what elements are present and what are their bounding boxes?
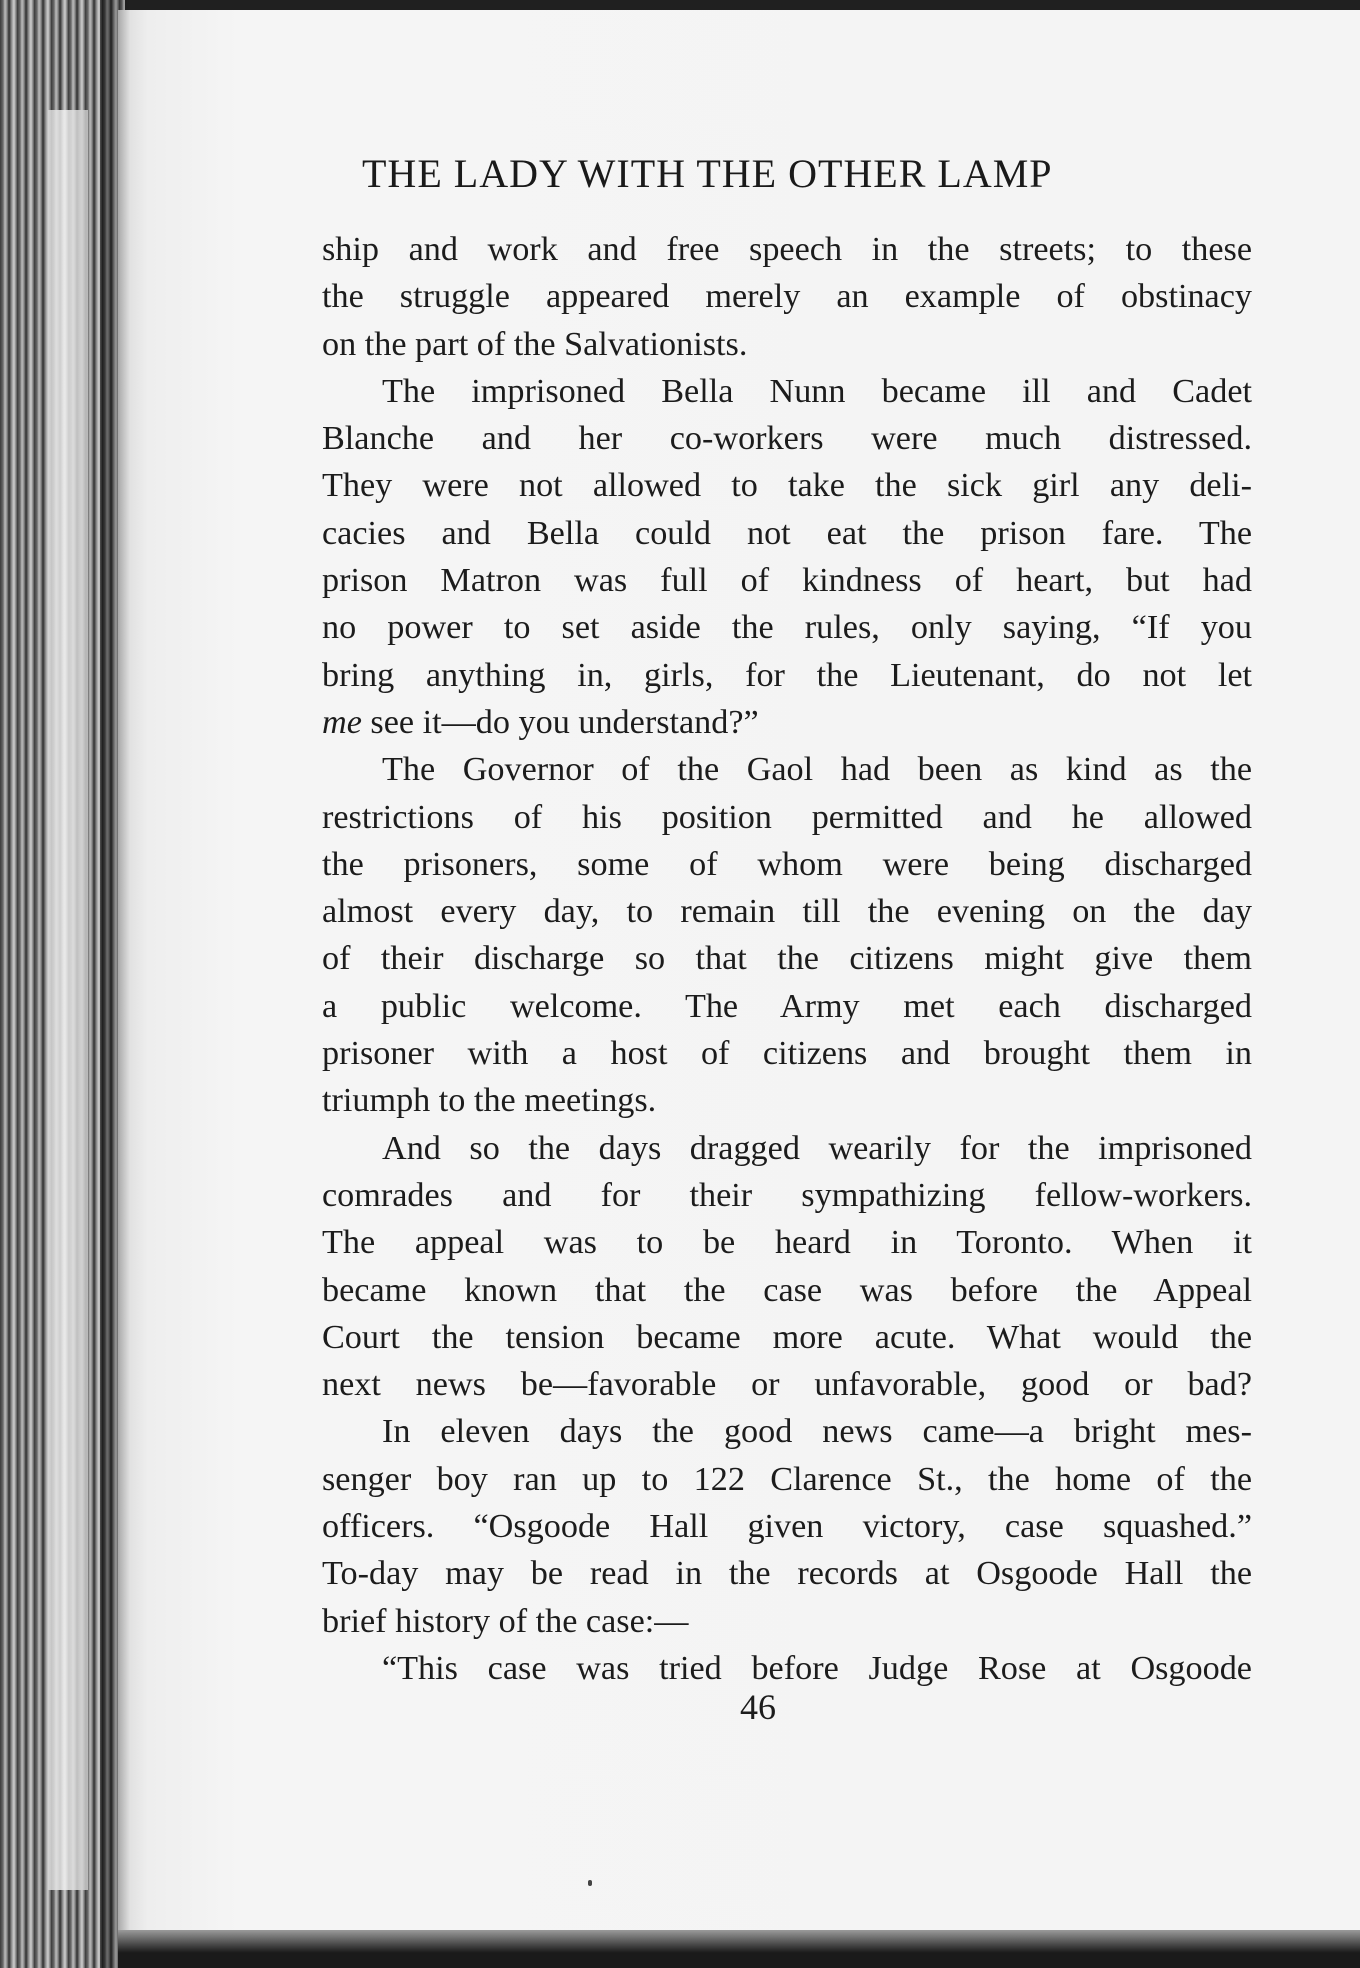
text-line: senger boy ran up to 122 Clarence St., the home of the (322, 1460, 1252, 1498)
body-text (322, 226, 1252, 1692)
text-line: And so the days dragged wearily for the imprisoned (382, 1129, 1252, 1167)
text-line: no power to set aside the rules, only saying, “If you (322, 609, 1252, 647)
text-line: the struggle appeared merely an example of obstinacy (322, 278, 1252, 316)
text-line: on the part of the Salvationists. (322, 325, 748, 363)
text-line: a public welcome. The Army met each discharged (322, 987, 1252, 1025)
text-line: next news be—favorable or unfavorable, good or bad? (322, 1366, 1252, 1404)
book-page-edges-highlight (48, 110, 88, 1890)
gutter-shadow (100, 0, 130, 1968)
text-line: The Governor of the Gaol had been as kind as the (382, 751, 1252, 789)
text-line: ship and work and free speech in the streets; to these (322, 231, 1252, 268)
text-line: Blanche and her co-workers were much distressed. (322, 420, 1252, 458)
paragraph-5 (322, 1408, 1252, 1644)
text-line: almost every day, to remain till the evening on the day (322, 893, 1252, 931)
paragraph-1 (322, 226, 1252, 368)
text-line: officers. “Osgoode Hall given victory, case squashed.” (322, 1508, 1252, 1546)
text-line: cacies and Bella could not eat the prison fare. The (322, 514, 1252, 552)
text-line (322, 699, 1252, 746)
paragraph-2 (322, 368, 1252, 746)
text-line: “This case was tried before Judge Rose at Osgoode (382, 1649, 1252, 1687)
text-line: In eleven days the good news came—a bright mes- (382, 1413, 1252, 1451)
text-line: comrades and for their sympathizing fellow-workers. (322, 1176, 1252, 1214)
emphasis-word: me (322, 703, 362, 741)
paragraph-6 (322, 1645, 1252, 1692)
paragraph-4 (322, 1125, 1252, 1409)
paragraph-3 (322, 746, 1252, 1124)
page-number: 46 (740, 1687, 776, 1727)
text-line: restrictions of his position permitted and he allowed (322, 798, 1252, 836)
text-line: the prisoners, some of whom were being discharged (322, 845, 1252, 883)
text-line: prison Matron was full of kindness of heart, but had (322, 562, 1252, 600)
text-line: prisoner with a host of citizens and brought them in (322, 1035, 1252, 1073)
text-line: of their discharge so that the citizens might give them (322, 940, 1252, 978)
text-line: The appeal was to be heard in Toronto. When it (322, 1224, 1252, 1262)
page-bottom-shadow (118, 1930, 1360, 1968)
text-line: triumph to the meetings. (322, 1082, 657, 1120)
text-line: became known that the case was before the Appeal (322, 1271, 1252, 1309)
text-line: They were not allowed to take the sick girl any deli- (322, 467, 1252, 505)
scan-speck (588, 1880, 592, 1886)
text-line: To-day may be read in the records at Osgoode Hall the (322, 1555, 1252, 1593)
text-line-rest: see it—do you understand?” (361, 703, 759, 741)
running-head: THE LADY WITH THE OTHER LAMP (362, 151, 1053, 196)
text-line: brief history of the case:— (322, 1602, 689, 1640)
text-line: Court the tension became more acute. What would the (322, 1318, 1252, 1356)
text-line: The imprisoned Bella Nunn became ill and Cadet (382, 372, 1252, 410)
text-line: bring anything in, girls, for the Lieutenant, do not let (322, 656, 1252, 694)
